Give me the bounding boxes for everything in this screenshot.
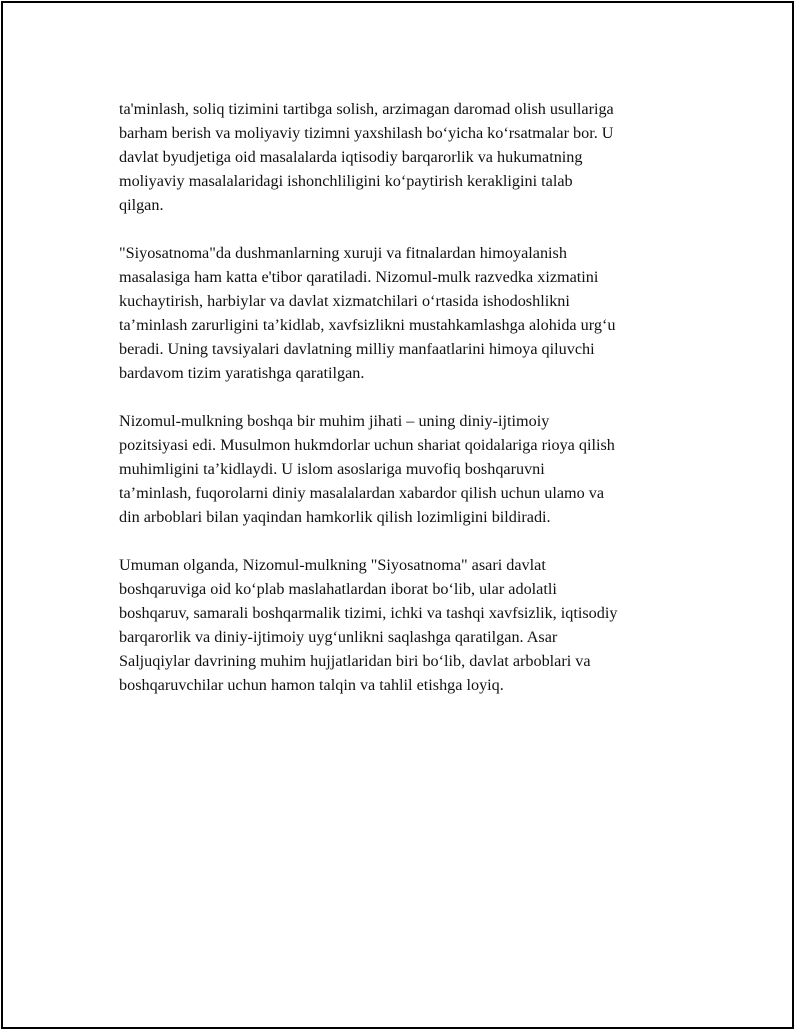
paragraph-security <box>119 241 694 385</box>
text-line: kuchaytirish, harbiylar va davlat xizmatchilari o‘rtasida ishodoshlikni <box>119 292 570 310</box>
text-line: "Siyosatnoma"da dushmanlarning xuruji va fitnalardan himoyalanish <box>119 244 567 262</box>
text-line: boshqaruvchilar uchun hamon talqin va tahlil etishga loyiq. <box>119 676 504 694</box>
text-line: pozitsiyasi edi. Musulmon hukmdorlar uchun shariat qoidalariga rioya qilish <box>119 436 615 454</box>
text-line: Nizomul-mulkning boshqa bir muhim jihati – uning diniy-ijtimoiy <box>119 412 550 430</box>
text-line: muhimligini ta’kidlaydi. U islom asoslariga muvofiq boshqaruvni <box>119 460 545 478</box>
paragraph-religion <box>119 409 694 529</box>
text-line: moliyaviy masalalaridagi ishonchliligini ko‘paytirish kerakligini talab <box>119 172 573 190</box>
text-line: beradi. Uning tavsiyalari davlatning milliy manfaatlarini himoya qiluvchi <box>119 340 595 358</box>
document-page <box>1 1 794 1029</box>
text-line: din arboblari bilan yaqindan hamkorlik qilish lozimligini bildiradi. <box>119 508 551 526</box>
text-line: qilgan. <box>119 196 164 214</box>
text-line: bardavom tizim yaratishga qaratilgan. <box>119 364 365 382</box>
text-line: ta’minlash, fuqorolarni diniy masalalardan xabardor qilish uchun ulamo va <box>119 484 605 502</box>
text-line: Saljuqiylar davrining muhim hujjatlaridan biri bo‘lib, davlat arboblari va <box>119 652 591 670</box>
text-line: boshqaruv, samarali boshqarmalik tizimi, ichki va tashqi xavfsizlik, iqtisodiy <box>119 604 618 622</box>
text-line: barqarorlik va diniy-ijtimoiy uyg‘unlikni saqlashga qaratilgan. Asar <box>119 628 558 646</box>
text-line: barham berish va moliyaviy tizimni yaxshilash bo‘yicha ko‘rsatmalar bor. U <box>119 124 614 142</box>
document-body <box>119 97 694 721</box>
text-line: boshqaruviga oid ko‘plab maslahatlardan iborat bo‘lib, ular adolatli <box>119 580 557 598</box>
text-line: ta’minlash zarurligini ta’kidlab, xavfsizlikni mustahkamlashga alohida urg‘u <box>119 316 616 334</box>
text-line: davlat byudjetiga oid masalalarda iqtisodiy barqarorlik va hukumatning <box>119 148 583 166</box>
paragraph-conclusion <box>119 553 694 697</box>
paragraph-finance <box>119 97 694 217</box>
text-line: Umuman olganda, Nizomul-mulkning "Siyosatnoma" asari davlat <box>119 556 546 574</box>
text-line: ta'minlash, soliq tizimini tartibga solish, arzimagan daromad olish usullariga <box>119 100 614 118</box>
text-line: masalasiga ham katta e'tibor qaratiladi. Nizomul-mulk razvedka xizmatini <box>119 268 599 286</box>
